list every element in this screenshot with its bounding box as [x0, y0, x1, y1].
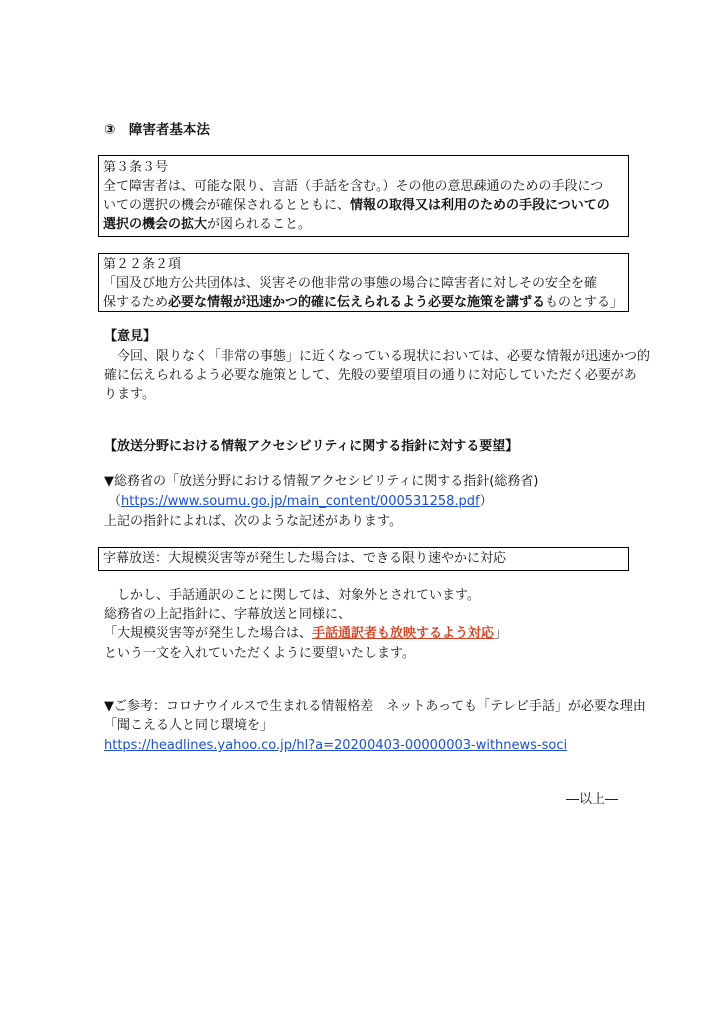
- opinion-line2: 確に伝えられるよう必要な施策として、先般の要望項目の通りに対応していただく必要があ: [104, 368, 637, 383]
- broadcast-ref-line: ▼総務省の「放送分野における情報アクセシビリティに関する指針(総務省): [104, 474, 539, 489]
- article-22-line1: 「国及び地方公共団体は、災害その他非常の事態の場合に障害者に対しその安全を確: [103, 276, 598, 291]
- yahoo-news-link[interactable]: https://headlines.yahoo.co.jp/hl?a=20200403-00000003-withnews-soci: [104, 738, 568, 753]
- broadcast-p1: しかし、手話通訳のことに関しては、対象外とされています。: [104, 588, 480, 603]
- broadcast-heading: 【放送分野における情報アクセシビリティに関する指針に対する要望】: [104, 439, 519, 454]
- closing-mark: ―以上―: [566, 792, 619, 807]
- broadcast-p2: 総務省の上記指針に、字幕放送と同様に、: [104, 607, 352, 622]
- article-3-line3: 選択の機会の拡大が図られること。: [103, 217, 312, 232]
- caption-broadcast-text: 字幕放送：大規模災害等が発生した場合は、できる限り速やかに対応: [103, 551, 507, 566]
- article-22-heading: 第２２条２項: [103, 257, 182, 272]
- broadcast-url-line: （https://www.soumu.go.jp/main_content/000531258.pdf）: [108, 494, 493, 509]
- opinion-heading: 【意見】: [104, 329, 157, 344]
- caption-broadcast-box: [98, 547, 629, 571]
- reference-line2: 「聞こえる人と同じ環境を」: [104, 718, 274, 733]
- reference-line1: ▼ご参考：コロナウイルスで生まれる情報格差 ネットあっても「テレビ手話」が必要な理由: [104, 699, 646, 714]
- reference-url-line: [104, 736, 567, 756]
- soumu-guideline-link[interactable]: https://www.soumu.go.jp/main_content/000531258.pdf: [121, 494, 480, 509]
- opinion-line3: ります。: [104, 387, 155, 402]
- article-3-heading: 第３条３号: [103, 160, 169, 175]
- article-22-line2: 保するため必要な情報が迅速かつ的確に伝えられるよう必要な施策を講ずるものとする」: [103, 295, 624, 310]
- broadcast-p4: という一文を入れていただくように要望いたします。: [104, 646, 415, 661]
- sign-interpreter-highlight: 手話通訳者も放映するよう対応: [312, 626, 495, 641]
- broadcast-desc: 上記の指針によれば、次のような記述があります。: [104, 514, 402, 529]
- article-3-box: [98, 155, 629, 237]
- article-3-line1: 全て障害者は、可能な限り、言語（手話を含む。）その他の意思疎通のための手段につ: [103, 179, 604, 194]
- broadcast-p3: 「大規模災害等が発生した場合は、手話通訳者も放映するよう対応」: [104, 626, 508, 641]
- article-22-box: [98, 253, 629, 312]
- article-3-line2: いての選択の機会が確保されるとともに、情報の取得又は利用のための手段についての: [103, 198, 610, 213]
- section-title: ③ 障害者基本法: [104, 122, 210, 138]
- opinion-line1: 今回、限りなく「非常の事態」に近くなっている現状においては、必要な情報が迅速かつ的: [104, 349, 651, 364]
